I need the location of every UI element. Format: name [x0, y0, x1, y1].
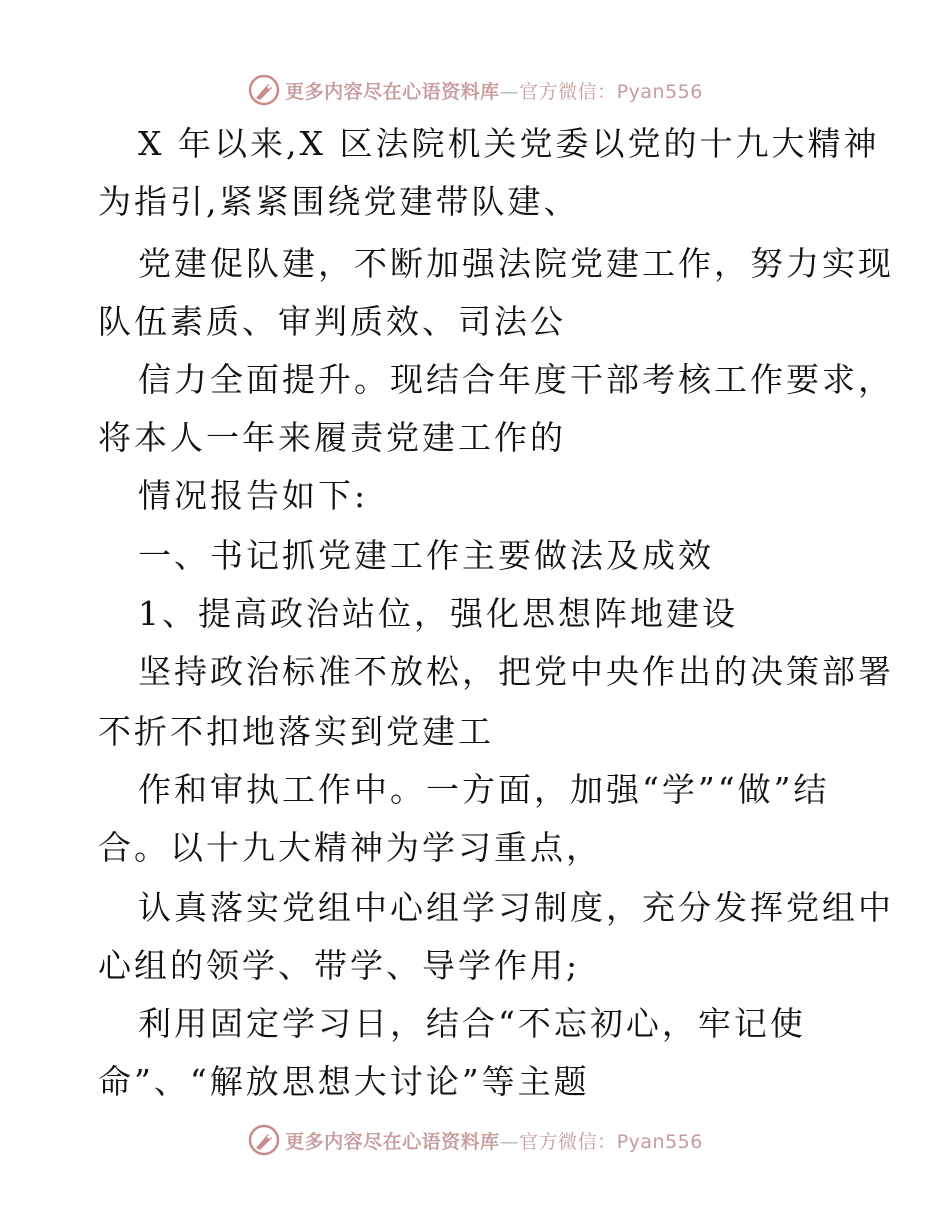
document-line: 队伍素质、审判质效、司法公 [98, 302, 566, 341]
watermark-wechat-id: Pyan556 [616, 80, 703, 103]
watermark-text [285, 77, 703, 104]
document-line: 党建促队建，不断加强法院党建工作，努力实现 [138, 244, 894, 283]
document-line: 作和审执工作中。一方面，加强“学”“做”结 [138, 770, 830, 809]
document-line: 命”、“解放思想大讨论”等主题 [98, 1062, 590, 1101]
subsection-heading: 1、提高政治站位，强化思想阵地建设 [138, 594, 738, 633]
document-line: 情况报告如下: [138, 476, 369, 515]
document-line: 心组的领学、带学、导学作用; [98, 946, 581, 985]
pen-nib-circle-icon [247, 73, 281, 107]
watermark-separator: — [499, 80, 520, 103]
document-line: 合。以十九大精神为学习重点， [98, 828, 602, 867]
watermark-wechat-id: Pyan556 [616, 1130, 703, 1153]
document-line: 利用固定学习日，结合“不忘初心，牢记使 [138, 1004, 806, 1043]
document-line: X 年以来,X 区法院机关党委以党的十九大精神 [138, 124, 880, 163]
document-line: 将本人一年来履责党建工作的 [98, 418, 566, 457]
document-line: 不折不扣地落实到党建工 [98, 712, 494, 751]
watermark-text [285, 1127, 703, 1154]
section-heading: 一、书记抓党建工作主要做法及成效 [138, 536, 714, 575]
watermark-site-text: 更多内容尽在心语资料库 [285, 1130, 500, 1153]
document-line: 信力全面提升。现结合年度干部考核工作要求， [138, 360, 894, 399]
watermark-banner-bottom [0, 1120, 950, 1160]
watermark-site-text: 更多内容尽在心语资料库 [285, 80, 500, 103]
document-line: 认真落实党组中心组学习制度，充分发挥党组中 [138, 888, 894, 927]
watermark-separator: — [499, 1130, 520, 1153]
document-line: 为指引,紧紧围绕党建带队建、 [98, 182, 580, 221]
watermark-wechat-label: 官方微信： [519, 80, 617, 103]
pen-nib-circle-icon [247, 1123, 281, 1157]
watermark-banner-top [0, 70, 950, 110]
document-line: 坚持政治标准不放松，把党中央作出的决策部署 [138, 652, 894, 691]
watermark-wechat-label: 官方微信： [519, 1130, 617, 1153]
